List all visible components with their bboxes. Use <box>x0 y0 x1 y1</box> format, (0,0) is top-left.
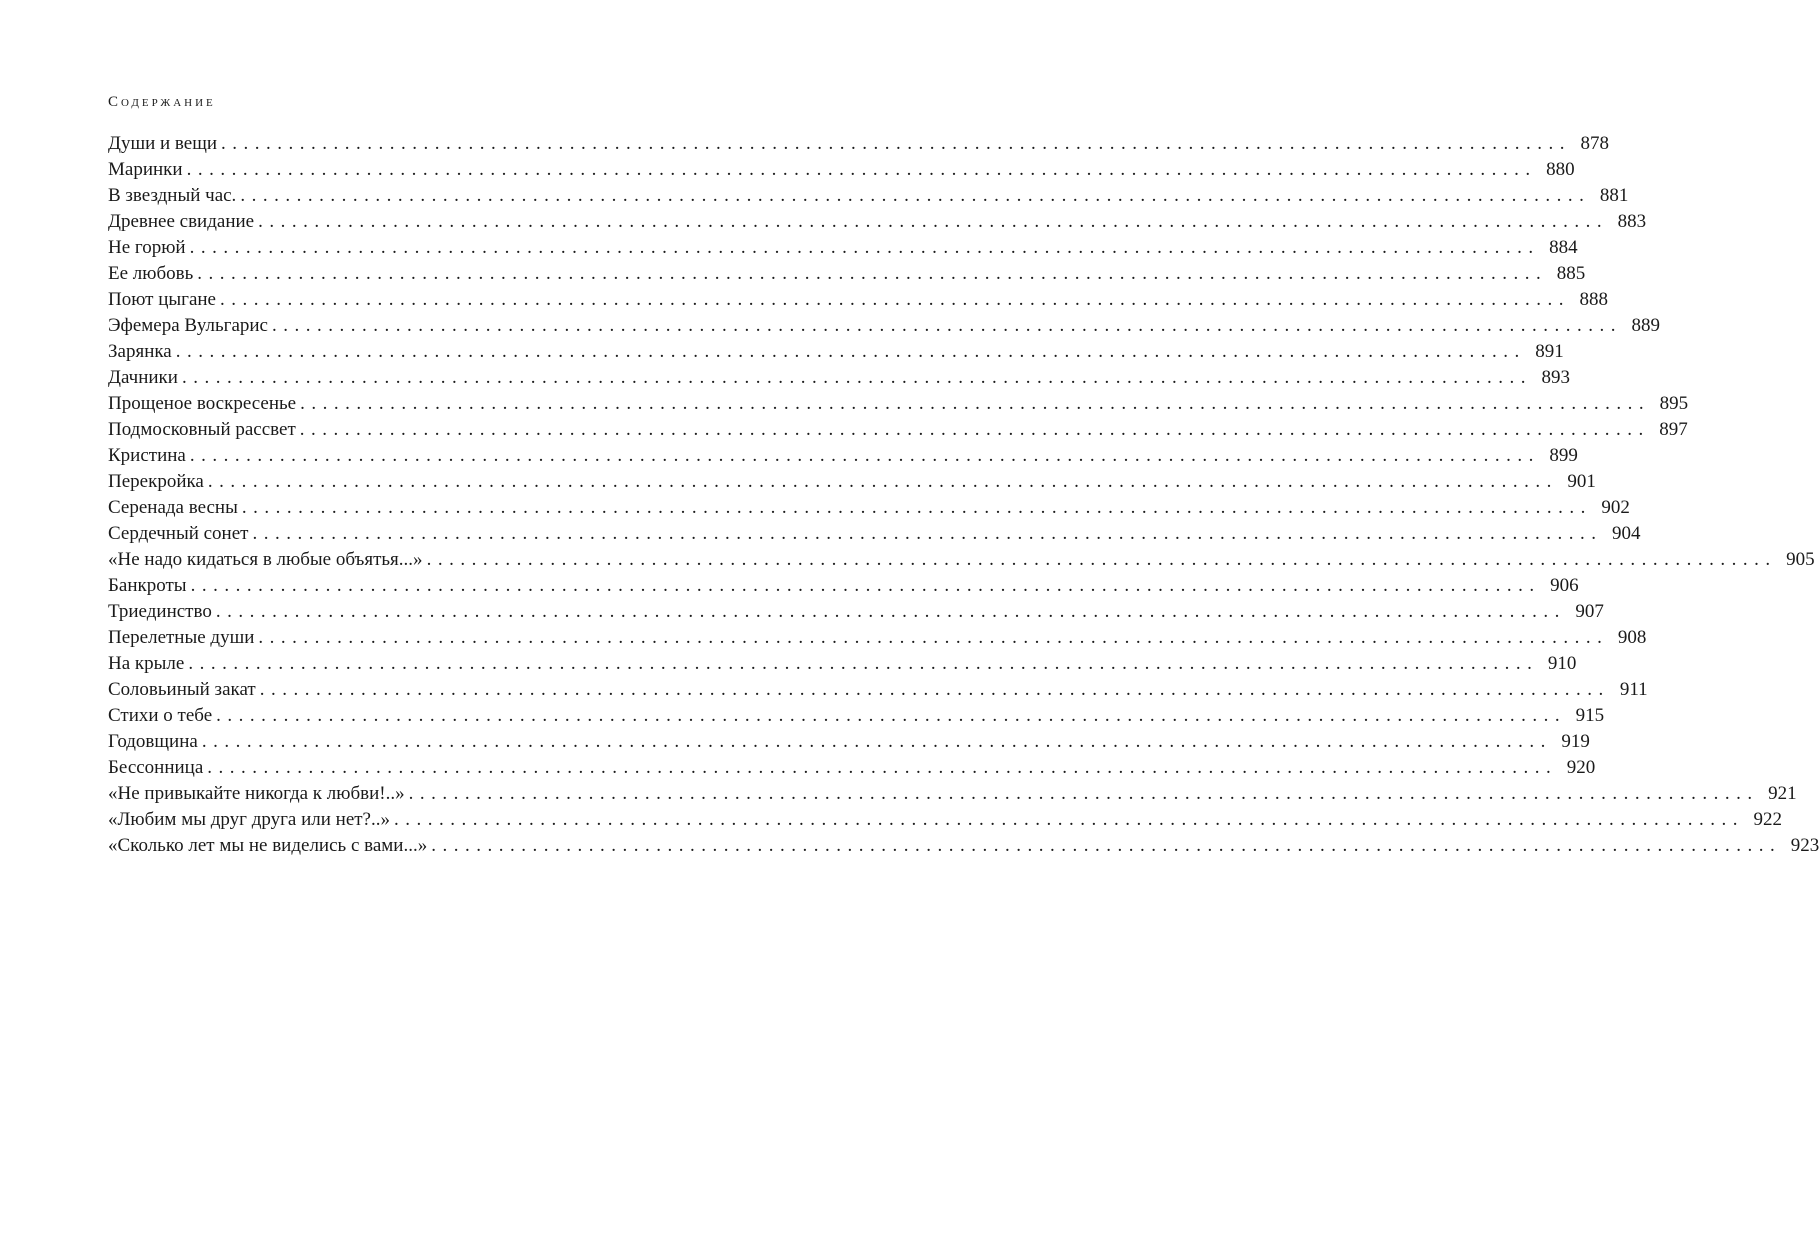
toc-entry-title: Триединство <box>108 601 212 622</box>
toc-entry-title: «Сколько лет мы не виделись с вами...» <box>108 835 428 856</box>
toc-entry-page-number: 919 <box>1561 731 1590 752</box>
toc-leader-dots: ........................................................................................................................ <box>216 705 1567 726</box>
toc-leader-dots: ........................................................................................................................ <box>186 159 1537 180</box>
toc-entry-page-number: 921 <box>1768 783 1797 804</box>
toc-entry-title: Эфемера Вульгарис <box>108 315 268 336</box>
toc-leader-dots: ........................................................................................................................ <box>189 445 1540 466</box>
toc-entry-title: Соловьиный закат <box>108 679 256 700</box>
toc-entry <box>108 287 1608 313</box>
toc-entry <box>108 729 1590 755</box>
toc-entry-title: Души и вещи <box>108 133 218 154</box>
toc-leader-dots: ........................................................................................................................ <box>241 497 1592 518</box>
toc-entry-page-number: 910 <box>1547 653 1577 674</box>
toc-entry <box>108 599 1604 625</box>
toc-leader-dots: ........................................................................................................................ <box>258 627 1609 648</box>
toc-entry-title: Кристина <box>108 445 186 466</box>
toc-entry <box>108 313 1660 339</box>
toc-entry-title: «Любим мы друг друга или нет?..» <box>108 809 390 830</box>
toc-entry-title: «Не привыкайте никогда к любви!..» <box>108 783 405 804</box>
toc-entry-title: Поют цыгане <box>108 289 216 310</box>
toc-leader-dots: ........................................................................................................................ <box>181 367 1532 388</box>
toc-entry-page-number: 880 <box>1546 159 1575 180</box>
toc-entry-title: Ее любовь <box>108 263 194 284</box>
toc-entry-page-number: 895 <box>1659 393 1689 414</box>
toc-leader-dots: ........................................................................................................................ <box>215 601 1566 622</box>
toc-leader-dots: ........................................................................................................................ <box>197 263 1548 284</box>
toc-entry-title: Маринки <box>108 159 183 180</box>
toc-entry-title: Зарянка <box>108 341 172 362</box>
toc-leader-dots: ........................................................................................................................ <box>190 575 1541 596</box>
toc-entry-title: Подмосковный рассвет <box>108 419 296 440</box>
toc-leader-dots: ........................................................................................................................ <box>272 315 1622 336</box>
toc-entry <box>108 131 1610 157</box>
toc-leader-dots: ........................................................................................................................ <box>426 549 1777 570</box>
toc-entry-page-number: 891 <box>1535 341 1564 362</box>
toc-entry-title: Серенада весны <box>108 497 238 518</box>
toc-entry <box>108 391 1689 417</box>
toc-entry-title: «Не надо кидаться в любые объятья...» <box>108 549 423 570</box>
toc-leader-dots: ........................................................................................................................ <box>299 419 1650 440</box>
toc-entry <box>108 833 1819 859</box>
toc-entry-title: Стихи о тебе <box>108 705 213 726</box>
toc-leader-dots: ........................................................................................................................ <box>207 471 1558 492</box>
toc-entry-title: Бессонница <box>108 757 204 778</box>
toc-entry <box>108 443 1578 469</box>
toc-entry-page-number: 908 <box>1617 627 1647 648</box>
toc-entry-title: Перелетные души <box>108 627 255 648</box>
toc-leader-dots: ........................................................................................................................ <box>207 757 1558 778</box>
toc-entry-page-number: 904 <box>1611 523 1641 544</box>
toc-entry-page-number: 922 <box>1753 809 1782 830</box>
toc-entry-title: Банкроты <box>108 575 187 596</box>
toc-entry-title: Прощеное воскресенье <box>108 393 297 414</box>
toc-entry-title: В звездный час. <box>108 185 237 206</box>
toc-entry <box>108 547 1815 573</box>
toc-entry-page-number: 906 <box>1550 575 1579 596</box>
page-heading: Содержание <box>108 94 216 110</box>
toc-entry-page-number: 889 <box>1631 315 1660 336</box>
toc-entry <box>108 703 1605 729</box>
toc-entry <box>108 235 1578 261</box>
toc-entry-page-number: 915 <box>1575 705 1605 726</box>
toc-entry-title: Годовщина <box>108 731 198 752</box>
toc-entry-page-number: 881 <box>1599 185 1629 206</box>
toc-leader-dots: ........................................................................................................................ <box>259 679 1610 700</box>
toc-entry-title: Древнее свидание <box>108 211 255 232</box>
toc-entry <box>108 521 1641 547</box>
toc-entry-page-number: 911 <box>1619 679 1648 700</box>
toc-entry-page-number: 883 <box>1617 211 1647 232</box>
toc-leader-dots: ........................................................................................................................ <box>431 835 1782 856</box>
toc-leader-dots: ........................................................................................................................ <box>189 237 1540 258</box>
toc-entry <box>108 807 1782 833</box>
table-of-contents <box>108 131 1819 859</box>
toc-entry-page-number: 888 <box>1579 289 1608 310</box>
toc-leader-dots: ........................................................................................................................ <box>188 653 1539 674</box>
toc-entry-title: Перекройка <box>108 471 204 492</box>
toc-entry <box>108 495 1630 521</box>
toc-entry <box>108 209 1647 235</box>
toc-entry <box>108 417 1688 443</box>
toc-entry <box>108 625 1647 651</box>
toc-entry-title: Сердечный сонет <box>108 523 249 544</box>
toc-entry <box>108 339 1564 365</box>
toc-leader-dots: ........................................................................................................................ <box>258 211 1609 232</box>
toc-entry-page-number: 901 <box>1567 471 1596 492</box>
toc-leader-dots: ........................................................................................................................ <box>240 185 1591 206</box>
toc-entry-title: На крыле <box>108 653 185 674</box>
toc-entry-page-number: 902 <box>1601 497 1630 518</box>
toc-entry <box>108 469 1596 495</box>
toc-entry-page-number: 884 <box>1549 237 1578 258</box>
toc-entry <box>108 573 1579 599</box>
toc-leader-dots: ........................................................................................................................ <box>175 341 1526 362</box>
toc-leader-dots: ........................................................................................................................ <box>408 783 1759 804</box>
toc-entry-page-number: 923 <box>1790 835 1819 856</box>
toc-leader-dots: ........................................................................................................................ <box>394 809 1744 830</box>
toc-entry-page-number: 920 <box>1566 757 1596 778</box>
toc-entry <box>108 755 1596 781</box>
toc-entry <box>108 261 1586 287</box>
toc-leader-dots: ........................................................................................................................ <box>252 523 1603 544</box>
toc-entry-page-number: 893 <box>1541 367 1570 388</box>
toc-entry-page-number: 897 <box>1659 419 1688 440</box>
toc-entry <box>108 651 1577 677</box>
toc-leader-dots: ........................................................................................................................ <box>219 289 1570 310</box>
toc-leader-dots: ........................................................................................................................ <box>300 393 1651 414</box>
toc-entry <box>108 365 1570 391</box>
toc-entry-page-number: 885 <box>1556 263 1586 284</box>
toc-entry <box>108 157 1575 183</box>
toc-entry-page-number: 905 <box>1786 549 1815 570</box>
toc-entry <box>108 677 1648 703</box>
toc-leader-dots: ........................................................................................................................ <box>201 731 1552 752</box>
toc-leader-dots: ........................................................................................................................ <box>221 133 1572 154</box>
toc-entry <box>108 781 1797 807</box>
toc-entry-title: Не горюй <box>108 237 186 258</box>
toc-entry-page-number: 907 <box>1575 601 1604 622</box>
toc-entry <box>108 183 1629 209</box>
toc-entry-title: Дачники <box>108 367 178 388</box>
toc-entry-page-number: 878 <box>1580 133 1610 154</box>
toc-entry-page-number: 899 <box>1549 445 1578 466</box>
